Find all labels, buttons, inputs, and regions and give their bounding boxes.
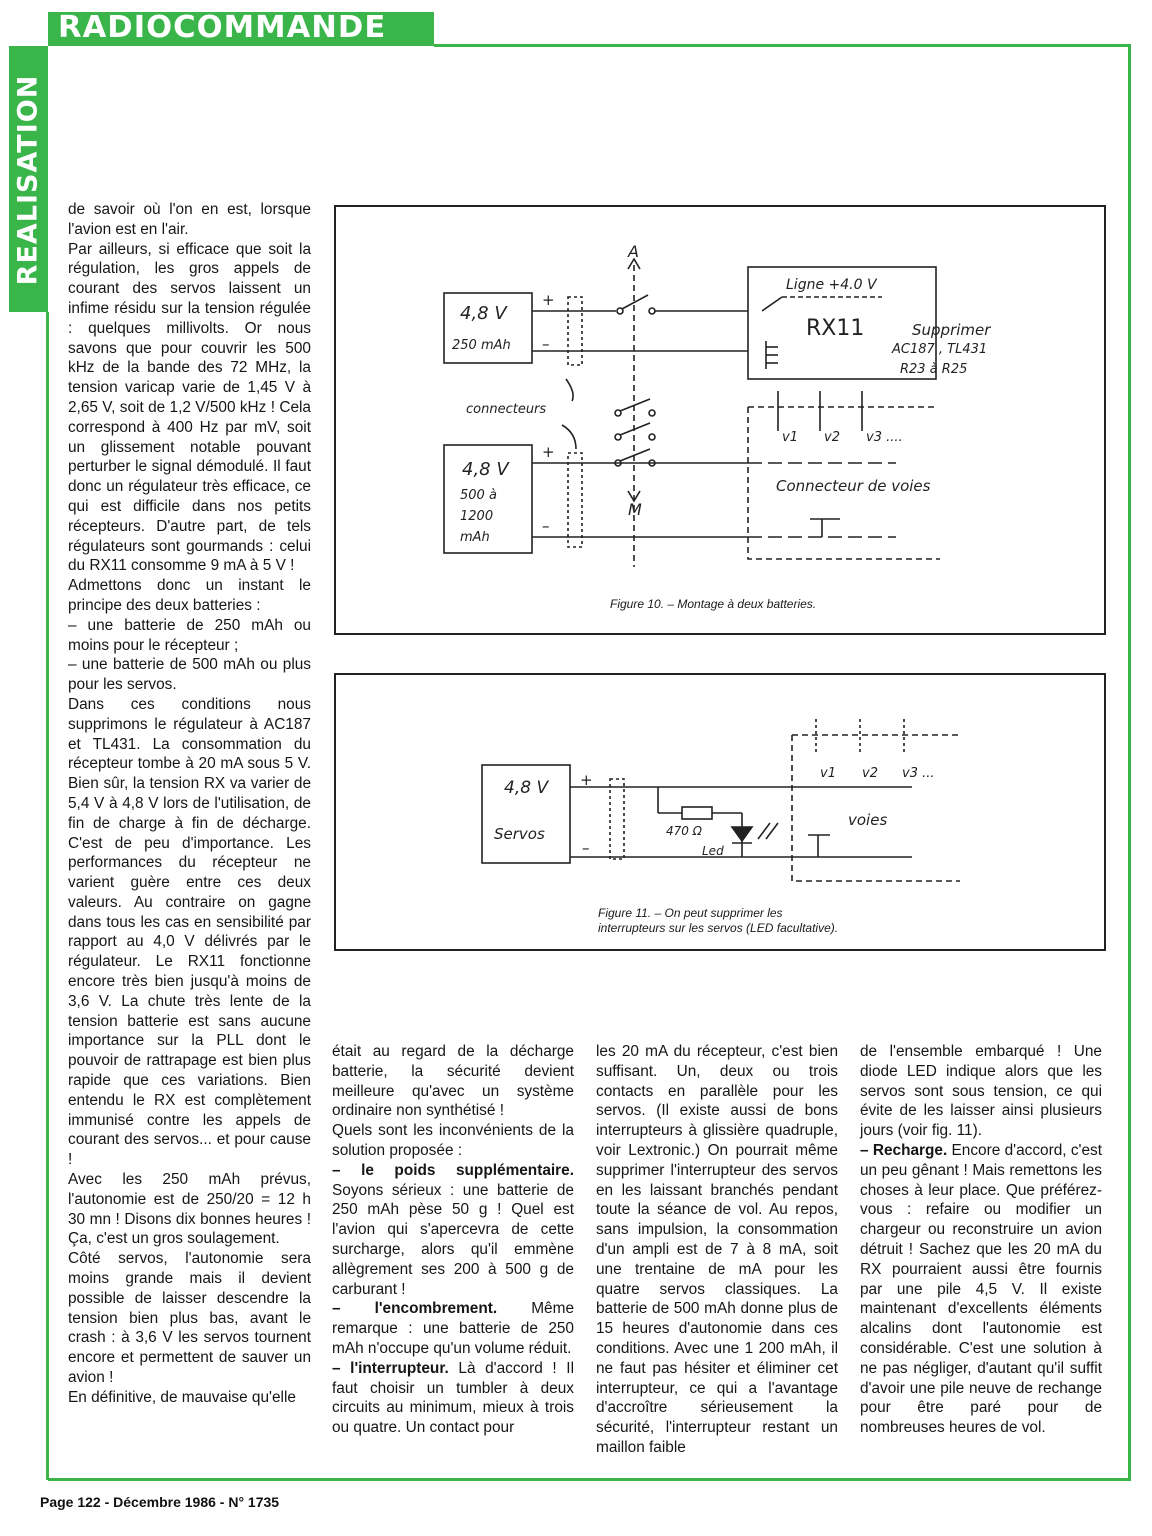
column-2 — [332, 1042, 574, 1438]
switch-lever — [620, 449, 650, 461]
paragraph: Côté servos, l'autonomie sera moins grande mais il devient possible de laisser descendre la tension bien plus bas, avant le crash : à 3,6 V les servos tournent encore et permettent de sauver un avion ! — [68, 1250, 311, 1387]
figure-11-caption: Figure 11. – On peut supprimer les interrupteurs sur les servos (LED facultative). — [598, 906, 839, 935]
subhead: – Recharge. — [860, 1141, 948, 1159]
paragraph: les 20 mA du récepteur, c'est bien suffisant. Un, deux ou trois contacts en parallèle pour les servos. (Il existe aussi de bons interrupteurs à glissière quadruple, voir Lextronic.) On pourrait même supprimer l'interrupteur des servos en les laissant branchés pendant toute la séance de vol. Au repos, sans impulsion, la consommation d'un ampli est de 7 à 8 mA, soit une trentaine de mA pour les quatre servos classiques. La batterie de 500 mAh donne plus de 15 heures d'autonomie dans ces conditions. Avec une 1 200 mAh, il ne faut pas hésiter et éliminer cet interrupteur, ce qui a l'avantage d'accroître sérieusement la sécurité, l'interrupteur restant un maillon faible — [596, 1043, 838, 1456]
connector-arrow — [562, 425, 576, 449]
frame-right — [1128, 44, 1131, 1480]
figure-10-schematic — [336, 207, 1108, 637]
paragraph: En définitive, de mauvaise qu'elle — [68, 1388, 296, 1406]
resistor-label: 470 Ω — [666, 824, 702, 838]
paragraph: – le poids supplémentaire. Soyons sérieux : une batterie de 250 mAh pèse 50 g ! Quel est l'avion qui s'apercevra de cette surcharge, alors qu'il emmène allègrement ses 200 à 500 g de carburant ! — [332, 1161, 574, 1298]
paragraph: Dans ces conditions nous supprimons le régulateur à AC187 et TL431. La consommation du récepteur tombe à 20 mA sous 5 V. Bien sûr, la tension RX va varier de 5,4 V à 4,8 V lors de l'utilisation, de fin de charge à fin de décharge. C'est de peu d'importance. Les performances du récepteur ne varient guère entre ces deux valeurs. Au contraire on gagne dans tous les cas en sensibilité par rapport au 4,0 V délivrés par le régulateur. Le RX11 fonctionne encore très bien jusqu'à moins de 3,6 V. La chute très lente de la tension batterie est sans aucune importance sur la PLL dont le pouvoir de rattrapage est bien plus rapide que ces variations. Bien entendu le RX est complètement immunisé contre les appels de courant des servos... et pour cause ! — [68, 695, 311, 1169]
line-label: Ligne +4.0 V — [786, 277, 877, 293]
list-item: – une batterie de 250 mAh ou moins pour le récepteur ; — [68, 616, 311, 654]
battery-1-voltage: 4,8 V — [460, 303, 507, 324]
switch-lever — [620, 423, 650, 435]
paragraph: Quels sont les inconvénients de la solution proposée : — [332, 1122, 574, 1159]
battery-2-voltage: 4,8 V — [462, 459, 509, 480]
frame-left — [46, 312, 49, 1480]
subhead: – le poids supplémentaire. — [332, 1161, 574, 1179]
battery-2-capacity: mAh — [460, 530, 490, 545]
minus-sign: – — [582, 839, 590, 857]
minus-sign: – — [542, 517, 550, 535]
supply-line — [762, 297, 782, 311]
battery-2-capacity: 500 à — [460, 488, 497, 503]
note-line-2: AC187 , TL431 — [892, 342, 988, 357]
paragraph: Avec les 250 mAh prévus, l'autonomie est de 250/20 = 12 h 30 mn ! Disons dix bonnes heures ! Ça, c'est un gros soulagement. — [68, 1171, 311, 1248]
paragraph: – l'encombrement. Même remarque : une batterie de 250 mAh n'occupe qu'un volume réduit. — [332, 1300, 574, 1357]
rx11-label: RX11 — [806, 316, 865, 341]
subhead: – l'interrupteur. — [332, 1359, 449, 1377]
plus-sign: + — [542, 443, 555, 461]
figure-10-caption: Figure 10. – Montage à deux batteries. — [610, 597, 817, 611]
paragraph: – l'interrupteur. Là d'accord ! Il faut choisir un tumbler à deux circuits au minimum, mieux à trois ou quatre. Un contact pour — [332, 1359, 575, 1437]
plus-sign: + — [580, 771, 593, 789]
channel-2-label: v2 — [862, 766, 878, 781]
channel-box — [792, 735, 960, 881]
battery-2-capacity: 1200 — [460, 509, 494, 524]
channel-connector-label: Connecteur de voies — [776, 477, 931, 495]
battery-voltage: 4,8 V — [504, 778, 549, 798]
switch-a-label: A — [628, 242, 639, 261]
connectors-label: connecteurs — [466, 402, 547, 417]
page-footer: Page 122 - Décembre 1986 - N° 1735 — [40, 1494, 280, 1510]
column-4 — [860, 1042, 1102, 1438]
switch-m-label: M — [628, 500, 642, 519]
paragraph: Par ailleurs, si efficace que soit la régulation, les gros appels de courant des servos laissent un infime résidu sur la tension régulée : quelques millivolts. Or nous savons que pour couvrir les 500 kHz de la bande des 72 MHz, la tension varicap varie de 1,45 V à 2,65 V, soit de 1,2 V/500 kHz ! Cela correspond à 400 Hz par mV, soit un glissement notable pouvant perturber le signal démodulé. Il faut donc un régulateur très efficace, ce qui est difficile dans nos petits récepteurs. D'autre part, de tels régulateurs sont gourmands : celui du RX11 consomme 9 mA à 5 V ! — [68, 240, 311, 575]
resistor — [682, 807, 712, 819]
section-title: RADIOCOMMANDE — [58, 10, 387, 45]
paragraph: de savoir où l'on en est, lorsque l'avion est en l'air. — [68, 201, 311, 238]
channel-3-label: v3 ... — [902, 766, 935, 781]
note-line-1: Supprimer — [912, 321, 991, 339]
paragraph: – Recharge. Encore d'accord, c'est un peu gênant ! Mais remettons les choses à leur place. Que préférez-vous : refaire ou modifier un chargeur ou reconstruire un avion détruit ! Sachez que les 20 mA du RX pourraient aussi être fournis par une pile 4,5 V. Il existe maintenant d'excellents éléments alcalins dont l'autonomie est considérable. C'est une solution à ne pas négliger, d'autant qu'il suffit d'avoir une pile neuve de rechange pour être paré pour de nombreuses heures de vol. — [860, 1141, 1102, 1437]
side-label: REALISATION — [12, 74, 44, 286]
paragraph: Admettons donc un instant le principe des deux batteries : — [68, 577, 311, 614]
figure-10 — [334, 205, 1106, 635]
frame-bottom — [48, 1478, 1131, 1481]
connector — [610, 779, 624, 859]
plus-sign: + — [542, 291, 555, 309]
battery-name: Servos — [494, 825, 545, 843]
note-line-3: R23 à R25 — [900, 362, 968, 377]
switch-contact — [649, 434, 655, 440]
channels-label: voies — [848, 811, 888, 829]
led-label: Led — [702, 844, 724, 858]
connector-2 — [568, 453, 582, 547]
channel-2-label: v2 — [824, 430, 840, 445]
switch-lever — [622, 295, 648, 309]
figure-11 — [334, 673, 1106, 951]
subhead: – l'encombrement. — [332, 1300, 498, 1318]
list-item: – une batterie de 500 mAh ou plus pour les servos. — [68, 656, 311, 694]
paragraph: était au regard de la décharge batterie, la sécurité devient meilleure qu'avec un système ordinaire non synthétisé ! — [332, 1043, 574, 1120]
connector-1 — [568, 297, 582, 365]
frame-top — [434, 44, 1131, 47]
battery-1-capacity: 250 mAh — [452, 338, 511, 353]
connector-arrow — [566, 379, 573, 401]
channel-3-label: v3 .... — [866, 430, 903, 445]
led-diode — [732, 827, 752, 841]
column-3 — [596, 1042, 838, 1458]
column-1 — [68, 200, 311, 1408]
channel-1-label: v1 — [782, 430, 798, 445]
channel-1-label: v1 — [820, 766, 836, 781]
switch-lever — [620, 399, 650, 411]
led-light-arrows — [758, 823, 778, 839]
paragraph: de l'ensemble embarqué ! Une diode LED indique alors que les servos sont sous tension, ce qui évite de les laisser ainsi plusieurs jours (voir fig. 11). — [860, 1043, 1102, 1140]
minus-sign: – — [542, 335, 550, 353]
switch-contact — [649, 410, 655, 416]
